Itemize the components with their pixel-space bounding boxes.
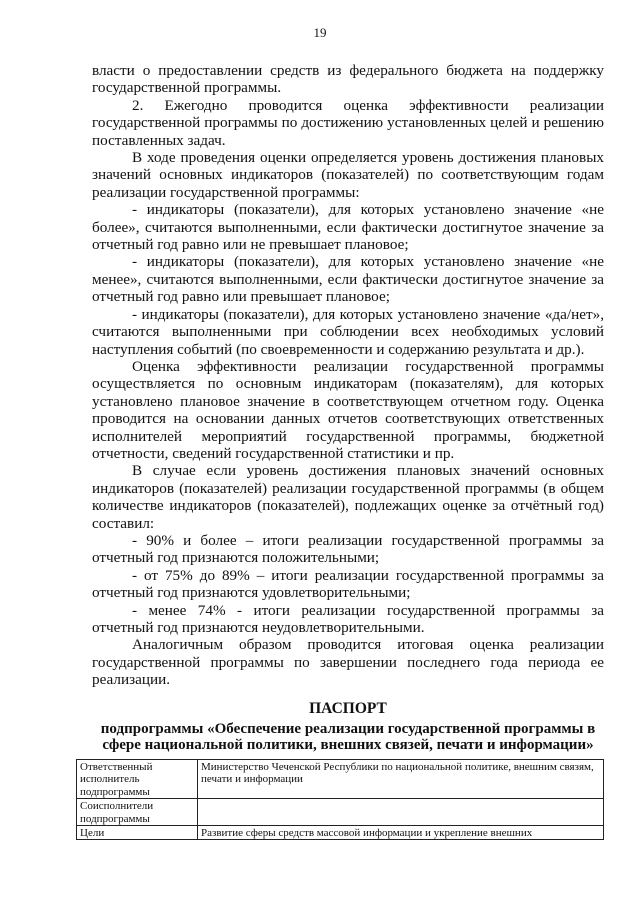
row-value: Министерство Чеченской Республики по национальной политике, внешним связям, печати и информации — [198, 760, 604, 799]
body-text — [92, 62, 604, 689]
list-item-not-more: - индикаторы (показатели), для которых установлено значение «не более», считаются выполненными, если фактически достигнутое значение за отчетный год равно или не превышает плановое; — [92, 201, 604, 254]
page-number: 19 — [313, 25, 327, 40]
row-value — [198, 799, 604, 826]
passport-title: ПАСПОРТ — [309, 700, 387, 717]
list-item-less-74-percent: - менее 74% - итоги реализации государственной программы за отчетный год признаются неудовлетворительными. — [92, 601, 604, 636]
list-item-90-percent: - 90% и более – итоги реализации государственной программы за отчетный год признаются положительными; — [92, 531, 604, 567]
table-row — [77, 760, 604, 799]
passport-subtitle: подпрограммы «Обеспечение реализации государственной программы в сфере национальной политики, внешних связей, печати и информации» — [100, 721, 596, 753]
table-row — [77, 799, 604, 826]
row-label: Цели — [77, 826, 198, 840]
paragraph-continuation: власти о предоставлении средств из федерального бюджета на поддержку государственной программы. — [92, 62, 604, 97]
list-item-yes-no: - индикаторы (показатели), для которых установлено значение «да/нет», считаются выполненными при соблюдении всех необходимых условий наступления событий (по своевременности и содержанию результата и др.). — [92, 305, 604, 358]
paragraph-evaluation-level: В ходе проведения оценки определяется уровень достижения плановых значений основных индикаторов (показателей) по соответствующим годам реализации государственной программы: — [92, 149, 604, 201]
paragraph-final-evaluation: Аналогичным образом проводится итоговая оценка реализации государственной программы по завершении последнего года периода ее реализации. — [92, 636, 604, 689]
paragraph-if-level: В случае если уровень достижения плановых значений основных индикаторов (показателей) реализации государственной программы (в общем количестве индикаторов (показателей), подлежащих оценке за отчётный год) составил: — [92, 462, 604, 532]
paragraph-evaluation-basis: Оценка эффективности реализации государственной программы осуществляется по основным индикаторам (показателям), для которых установлено плановое значение в соответствующем отчетном году. Оценка проводится на основании данных отчетов соответствующих ответственных исполнителей мероприятий государственной программы, бюджетной отчетности, сведений государственной статистики и пр. — [92, 357, 604, 462]
table-row — [77, 826, 604, 840]
list-item-not-less: - индикаторы (показатели), для которых установлено значение «не менее», считаются выполненными, если фактически достигнутое значение за отчетный год равно или превышает плановое; — [92, 253, 604, 306]
row-value: Развитие сферы средств массовой информации и укрепление внешних — [198, 826, 604, 840]
passport-table — [76, 759, 604, 840]
row-label: Соисполнители подпрограммы — [77, 799, 198, 826]
paragraph-annual-evaluation: 2. Ежегодно проводится оценка эффективности реализации государственной программы по достижению установленных целей и решению поставленных задач. — [92, 96, 604, 149]
list-item-75-89-percent: - от 75% до 89% – итоги реализации государственной программы за отчетный год признаются удовлетворительными; — [92, 566, 604, 602]
row-label: Ответственный исполнитель подпрограммы — [77, 760, 198, 799]
